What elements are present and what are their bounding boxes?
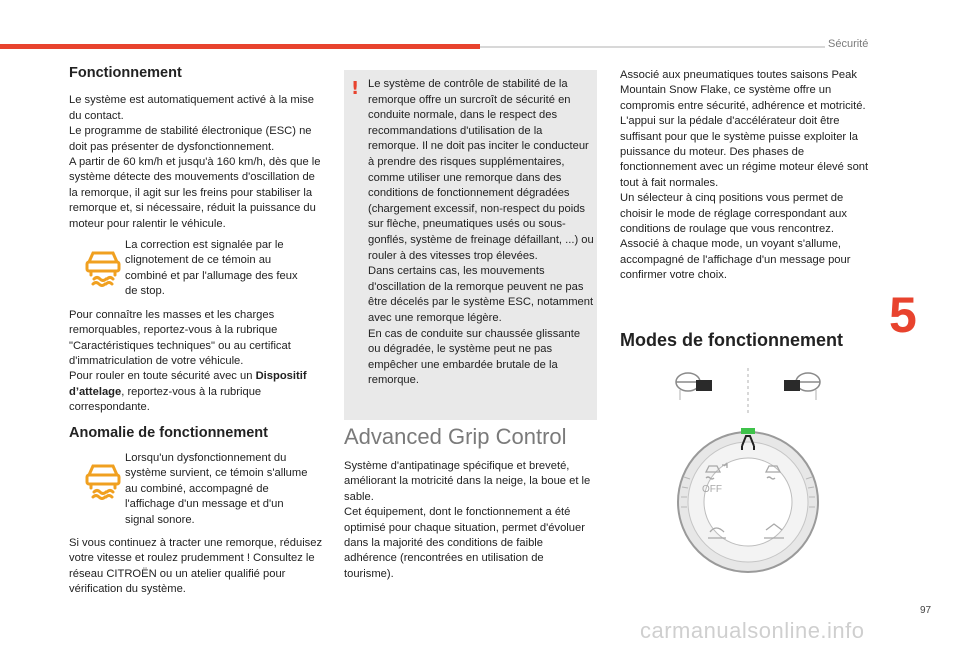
exclamation-icon: ! — [351, 78, 360, 99]
fonctionnement-heading: Fonctionnement — [69, 65, 182, 81]
warning-row — [69, 238, 323, 300]
paragraph: Pour rouler en toute sécurité avec un Dispositif d’attelage, reportez-vous à la rubrique correspondante. — [69, 370, 307, 414]
cross-reference: Dispositif d’attelage — [69, 370, 307, 398]
chapter-number: 5 — [889, 287, 917, 343]
anomalie-heading: Anomalie de fonctionnement — [69, 424, 268, 441]
agc-heading: Advanced Grip Control — [344, 424, 567, 449]
warning-note-text: Le système de contrôle de stabilité de la remorque offre un surcroît de sécurité en conduite normale, dans le respect des recommandations d'utilisation de la remorque. Il ne doit pas inciter le conducteur à prendre des risques supplémentaires, comme utiliser une remorque dans des conditions de fonctionnement dégradées (chargement excessif, non-respect du poids sur flèche, pneumatiques usés ou sous-gonflés, système de freinage défaillant, ...) ou rouler à des vitesses trop élevées. Dans certains cas, les mouvements d'oscillation de la remorque peuvent ne pas être décelés par le système ESC, notamment avec une remorque légère. En cas de conduite sur chaussée glissante ou dégradée, le système peut ne pas empêcher une embardée brutale de la remorque. — [368, 78, 594, 387]
modes-heading: Modes de fonctionnement — [620, 330, 844, 350]
warning-row — [69, 451, 323, 528]
trailer-stability-warning-icon — [81, 246, 125, 290]
page-number: 97 — [920, 605, 932, 616]
warning-text: La correction est signalée par le clignotement de ce témoin au combiné et par l'allumage des feux de stop. — [125, 239, 298, 298]
right-column: Associé aux pneumatiques toutes saisons Peak Mountain Snow Flake, ce système offre un compromis entre sécurité, adhérence et motricité. L'appui sur la pédale d'accélérateur doit être suffisant pour que le système puisse exploiter la puissance du moteur. Des phases de fonctionnement avec un régime moteur élevé sont tout à fait normales. Un sélecteur à cinq positions vous permet de choisir le mode de réglage correspondant aux conditions de roulage que vous rencontrez. Associé à chaque mode, un voyant s'allume, accompagné de l'affichage d'un message pour confirmer votre choix. — [620, 69, 869, 282]
paragraph: Le programme de stabilité électronique (ESC) ne doit pas présenter de dysfonctionnement. — [69, 125, 312, 153]
trailer-stability-fault-icon — [81, 459, 125, 503]
header-rule — [480, 46, 825, 48]
off-label: OFF — [702, 484, 722, 495]
left-column — [69, 66, 323, 598]
watermark: carmanualsonline.info — [640, 618, 865, 643]
esp-button-icon-2 — [784, 373, 820, 391]
section-title: Sécurité — [828, 38, 869, 50]
grip-control-selector-illustration — [666, 362, 830, 592]
header-accent-bar — [0, 44, 480, 49]
paragraph: Pour connaître les masses et les charges remorquables, reportez-vous à la rubrique "Caractéristiques techniques" ou au certificat d'immatriculation de votre véhicule. — [69, 308, 291, 367]
paragraph: A partir de 60 km/h et jusqu'à 160 km/h, dès que le système détecte des mouvements d'oscillation de la remorque, il agit sur les freins pour stabiliser la remorque et, si nécessaire, réduit la puissance du moteur pour ralentir le véhicule. — [69, 156, 321, 230]
paragraph: Le système est automatiquement activé à la mise du contact. — [69, 94, 314, 122]
mode-selector-knob — [678, 428, 818, 572]
esp-button-icon — [676, 373, 712, 391]
agc-body: Système d'antipatinage spécifique et breveté, améliorant la motricité dans la neige, la boue et le sable. Cet équipement, dont le fonctionnement a été optimisé pour chaque situation, permet d'évoluer dans la majorité des conditions de faible adhérence (rencontrées en utilisation de tourisme). — [344, 460, 591, 580]
paragraph: Si vous continuez à tracter une remorque, réduisez votre vitesse et roulez prudemment ! Consultez le réseau CITROËN ou un atelier qualifié pour vérification du système. — [69, 536, 323, 596]
warning-text: Lorsqu'un dysfonctionnement du système survient, ce témoin s'allume au combiné, accompagné de l'affichage d'un message et d'un signal sonore. — [125, 451, 308, 526]
